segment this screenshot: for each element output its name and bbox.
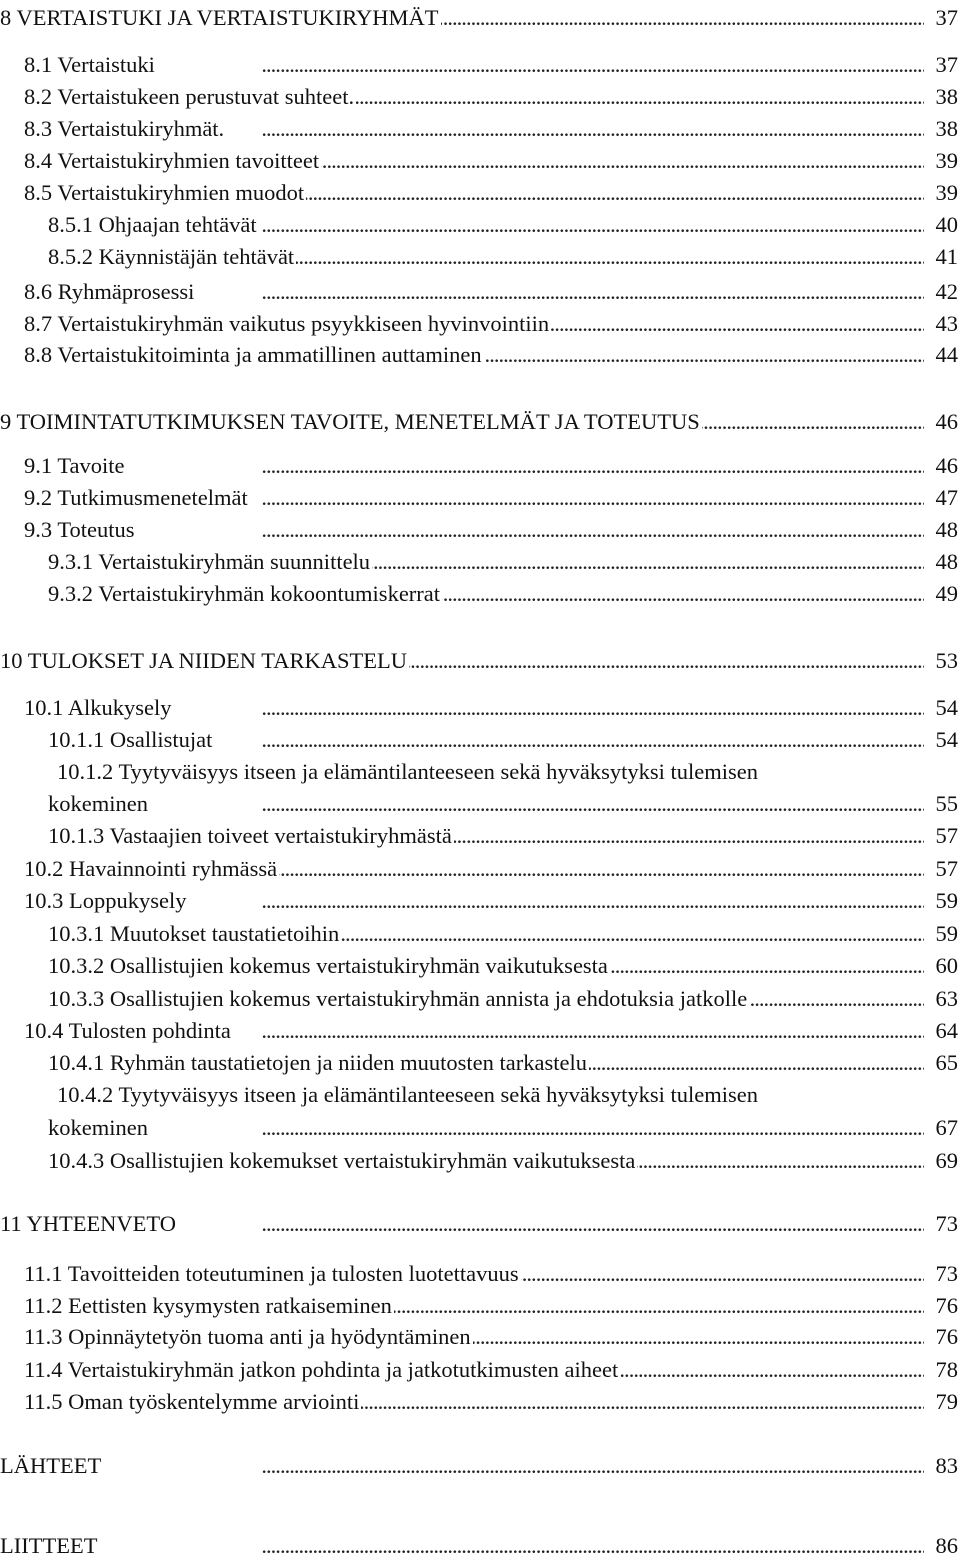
toc-entry-title: 10.1.3 Vastaajien toiveet vertaistukiryhmästä bbox=[48, 821, 454, 851]
toc-entry[interactable] bbox=[0, 547, 960, 577]
toc-entry-title: 8 VERTAISTUKI JA VERTAISTUKIRYHMÄT bbox=[0, 3, 441, 33]
toc-entry-page: 41 bbox=[934, 242, 959, 272]
toc-entry[interactable] bbox=[0, 1016, 960, 1046]
toc-entry-page: 43 bbox=[934, 309, 959, 339]
toc-entry-title: 11.5 Oman työskentelymme arviointi bbox=[24, 1387, 361, 1417]
toc-entry-title: 11.3 Opinnäytetyön tuoma anti ja hyödyntäminen bbox=[24, 1322, 473, 1352]
toc-entry[interactable] bbox=[0, 515, 960, 545]
toc-entry-page: 49 bbox=[934, 579, 959, 609]
toc-entry-page: 63 bbox=[934, 984, 959, 1014]
toc-entry-page: 37 bbox=[934, 50, 959, 80]
toc-entry-title: 9.3 Toteutus bbox=[24, 515, 137, 545]
toc-entry-page: 76 bbox=[934, 1291, 959, 1321]
toc-entry-page: 46 bbox=[934, 451, 959, 481]
toc-entry-title: 8.5 Vertaistukiryhmien muodot bbox=[24, 178, 306, 208]
toc-entry-title: 8.3 Vertaistukiryhmät. bbox=[24, 114, 226, 144]
toc-entry-page: 44 bbox=[934, 340, 959, 370]
toc-entry-title-line[interactable]: 10.4.2 Tyytyväisyys itseen ja elämäntilanteeseen sekä hyväksytyksi tulemisen bbox=[57, 1082, 758, 1107]
toc-entry-title: 10.1.1 Osallistujat bbox=[48, 725, 214, 755]
toc-entry-title: LÄHTEET bbox=[0, 1451, 103, 1481]
toc-entry[interactable] bbox=[0, 693, 960, 723]
toc-entry[interactable] bbox=[0, 1259, 960, 1289]
toc-entry-title: 11.4 Vertaistukiryhmän jatkon pohdinta ja jatkotutkimusten aiheet bbox=[24, 1355, 620, 1385]
toc-entry-title: kokeminen bbox=[48, 789, 150, 819]
toc-leader-dots bbox=[24, 515, 924, 545]
toc-entry[interactable] bbox=[0, 1209, 960, 1239]
toc-entry[interactable] bbox=[0, 984, 960, 1014]
toc-leader-dots bbox=[48, 1113, 924, 1143]
toc-leader-dots bbox=[0, 1531, 924, 1561]
toc-entry-title: LIITTEET bbox=[0, 1531, 99, 1561]
toc-entry-title: 10.3 Loppukysely bbox=[24, 886, 189, 916]
toc-entry[interactable] bbox=[0, 725, 960, 755]
toc-entry-title: 11.1 Tavoitteiden toteutuminen ja tulosten luotettavuus bbox=[24, 1259, 521, 1289]
toc-entry-title: 10.3.1 Muutokset taustatietoihin bbox=[48, 919, 341, 949]
toc-entry-title: 9.3.1 Vertaistukiryhmän suunnittelu bbox=[48, 547, 372, 577]
toc-entry-title: 9.2 Tutkimusmenetelmät bbox=[24, 483, 250, 513]
toc-entry-page: 59 bbox=[934, 886, 959, 916]
toc-entry-title: 10.4.1 Ryhmän taustatietojen ja niiden muutosten tarkastelu bbox=[48, 1048, 589, 1078]
toc-entry[interactable] bbox=[0, 242, 960, 272]
toc-entry-page: 48 bbox=[934, 515, 959, 545]
toc-entry-page: 73 bbox=[934, 1209, 959, 1239]
toc-entry[interactable] bbox=[0, 50, 960, 80]
toc-entry[interactable] bbox=[0, 178, 960, 208]
toc-leader-dots bbox=[24, 451, 924, 481]
toc-entry[interactable] bbox=[0, 483, 960, 513]
toc-entry-page: 54 bbox=[934, 693, 959, 723]
toc-entry[interactable] bbox=[0, 1113, 960, 1143]
toc-entry-page: 54 bbox=[934, 725, 959, 755]
toc-entry[interactable] bbox=[0, 789, 960, 819]
toc-entry[interactable] bbox=[0, 146, 960, 176]
toc-entry-page: 57 bbox=[934, 854, 959, 884]
toc-entry[interactable] bbox=[0, 114, 960, 144]
toc-entry-page: 39 bbox=[934, 146, 959, 176]
toc-entry-page: 86 bbox=[934, 1531, 959, 1561]
toc-entry[interactable] bbox=[0, 1355, 960, 1385]
toc-entry[interactable] bbox=[0, 1387, 960, 1417]
toc-entry[interactable] bbox=[0, 579, 960, 609]
toc-entry-page: 79 bbox=[934, 1387, 959, 1417]
toc-entry-title: 8.7 Vertaistukiryhmän vaikutus psyykkiseen hyvinvointiin bbox=[24, 309, 551, 339]
toc-entry-title: 8.5.2 Käynnistäjän tehtävät bbox=[48, 242, 296, 272]
toc-entry-page: 46 bbox=[934, 407, 959, 437]
toc-entry-title: 9.3.2 Vertaistukiryhmän kokoontumiskerrat bbox=[48, 579, 442, 609]
toc-entry-page: 37 bbox=[934, 3, 959, 33]
toc-entry-title: kokeminen bbox=[48, 1113, 150, 1143]
toc-entry-page: 59 bbox=[934, 919, 959, 949]
toc-entry-title: 9.1 Tavoite bbox=[24, 451, 127, 481]
toc-entry-page: 73 bbox=[934, 1259, 959, 1289]
toc-entry-page: 76 bbox=[934, 1322, 959, 1352]
toc-leader-dots bbox=[48, 789, 924, 819]
toc-leader-dots bbox=[0, 1451, 924, 1481]
toc-entry[interactable] bbox=[0, 340, 960, 370]
toc-entry[interactable] bbox=[0, 646, 960, 676]
toc-entry-title: 11 YHTEENVETO bbox=[0, 1209, 178, 1239]
toc-entry-title: 10.2 Havainnointi ryhmässä bbox=[24, 854, 279, 884]
toc-entry[interactable] bbox=[0, 1451, 960, 1481]
toc-entry[interactable] bbox=[0, 309, 960, 339]
toc-entry[interactable] bbox=[0, 1146, 960, 1176]
toc-entry[interactable] bbox=[0, 3, 960, 33]
toc-entry[interactable] bbox=[0, 277, 960, 307]
toc-entry[interactable] bbox=[0, 1291, 960, 1321]
toc-entry-title: 8.6 Ryhmäprosessi bbox=[24, 277, 196, 307]
toc-entry-title: 8.1 Vertaistuki bbox=[24, 50, 157, 80]
toc-entry[interactable] bbox=[0, 854, 960, 884]
toc-entry-title: 8.2 Vertaistukeen perustuvat suhteet. bbox=[24, 82, 356, 112]
toc-entry-page: 78 bbox=[934, 1355, 959, 1385]
toc-entry-page: 60 bbox=[934, 951, 959, 981]
toc-entry[interactable] bbox=[0, 1322, 960, 1352]
toc-entry[interactable] bbox=[0, 210, 960, 240]
toc-entry-page: 55 bbox=[934, 789, 959, 819]
toc-entry[interactable] bbox=[0, 451, 960, 481]
toc-entry-page: 47 bbox=[934, 483, 959, 513]
toc-entry-page: 38 bbox=[934, 114, 959, 144]
toc-entry-title: 10.4 Tulosten pohdinta bbox=[24, 1016, 233, 1046]
toc-entry-title: 9 TOIMINTATUTKIMUKSEN TAVOITE, MENETELMÄT JA TOTEUTUS bbox=[0, 407, 702, 437]
toc-entry-title: 8.8 Vertaistukitoiminta ja ammatillinen auttaminen bbox=[24, 340, 484, 370]
toc-entry[interactable] bbox=[0, 919, 960, 949]
toc-entry-title-line[interactable]: 10.1.2 Tyytyväisyys itseen ja elämäntilanteeseen sekä hyväksytyksi tulemisen bbox=[57, 759, 758, 784]
toc-entry-page: 48 bbox=[934, 547, 959, 577]
toc-entry-page: 64 bbox=[934, 1016, 959, 1046]
toc-entry-title: 10 TULOKSET JA NIIDEN TARKASTELU bbox=[0, 646, 409, 676]
toc-entry-title: 10.3.3 Osallistujien kokemus vertaistukiryhmän annista ja ehdotuksia jatkolle bbox=[48, 984, 749, 1014]
toc-entry[interactable] bbox=[0, 82, 960, 112]
toc-entry-page: 57 bbox=[934, 821, 959, 851]
toc-entry-title: 10.3.2 Osallistujien kokemus vertaistukiryhmän vaikutuksesta bbox=[48, 951, 610, 981]
toc-entry[interactable] bbox=[0, 951, 960, 981]
toc-entry[interactable] bbox=[0, 1531, 960, 1561]
toc-entry[interactable] bbox=[0, 821, 960, 851]
toc-entry[interactable] bbox=[0, 407, 960, 437]
toc-entry-page: 42 bbox=[934, 277, 959, 307]
toc-entry-page: 39 bbox=[934, 178, 959, 208]
toc-entry-title: 10.4.3 Osallistujien kokemukset vertaistukiryhmän vaikutuksesta bbox=[48, 1146, 637, 1176]
toc-entry[interactable] bbox=[0, 886, 960, 916]
toc-leader-dots bbox=[24, 50, 924, 80]
toc-entry-title: 11.2 Eettisten kysymysten ratkaiseminen bbox=[24, 1291, 394, 1321]
toc-entry-page: 69 bbox=[934, 1146, 959, 1176]
toc-entry-title: 8.5.1 Ohjaajan tehtävät bbox=[48, 210, 259, 240]
toc-entry-title: 10.1 Alkukysely bbox=[24, 693, 174, 723]
toc-entry-page: 38 bbox=[934, 82, 959, 112]
toc-entry-page: 40 bbox=[934, 210, 959, 240]
toc-entry-title: 8.4 Vertaistukiryhmien tavoitteet bbox=[24, 146, 321, 176]
toc-entry[interactable] bbox=[0, 1048, 960, 1078]
toc-entry-page: 83 bbox=[934, 1451, 959, 1481]
toc-entry-page: 67 bbox=[934, 1113, 959, 1143]
toc-entry-page: 65 bbox=[934, 1048, 959, 1078]
toc-entry-page: 53 bbox=[934, 646, 959, 676]
